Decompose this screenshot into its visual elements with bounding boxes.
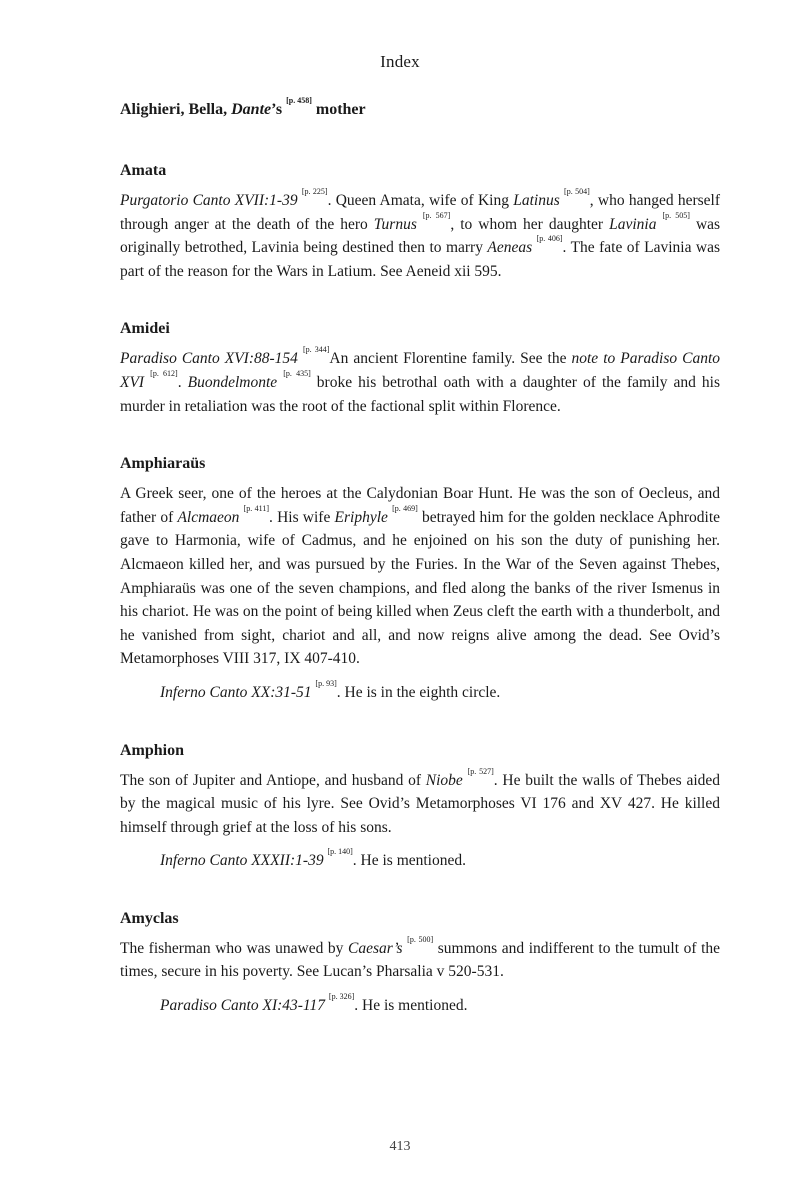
entry-title-amphion: Amphion <box>120 741 185 759</box>
page-ref[interactable]: [p. 344] <box>302 345 330 355</box>
page-ref[interactable]: [p. 458] <box>286 96 312 105</box>
link-purgatorio-xvii[interactable]: Purgatorio Canto XVII:1-39 <box>120 192 298 209</box>
page-ref[interactable]: [p. 505] <box>662 210 690 220</box>
link-note-paradiso-xvi[interactable]: note to Paradiso Canto XVI <box>120 350 720 391</box>
page-header: Index <box>380 52 420 71</box>
link-paradiso-xvi[interactable]: Paradiso Canto XVI:88-154 <box>120 350 298 368</box>
entry-text-amidei <box>120 347 720 418</box>
link-caesar[interactable]: Caesar’s <box>348 939 403 957</box>
entry-title-amidei: Amidei <box>120 320 170 338</box>
page-ref[interactable]: [p. 435] <box>283 368 311 378</box>
text: summons and indifferent to the tumult of the times, secure in his poverty. See Lucan’s Pharsalia v 520-531. <box>120 939 721 981</box>
page-ref[interactable]: [p. 469] <box>392 503 418 513</box>
page-ref[interactable]: [p. 326] <box>328 992 355 1002</box>
index-content <box>120 98 720 1018</box>
page-ref[interactable]: [p. 527] <box>467 766 494 776</box>
entry-text-amphion <box>120 766 721 840</box>
entry-title-amyclas: Amyclas <box>120 909 179 927</box>
entry-citation-amphion <box>120 849 720 873</box>
entry-title-amata: Amata <box>120 162 167 179</box>
entry-text-amyclas <box>120 934 721 984</box>
link-alcmaeon[interactable]: Alcmaeon <box>177 508 240 526</box>
entry-title-amphiaraus: Amphiaraüs <box>120 455 206 473</box>
text: The fisherman who was unawed by <box>120 939 349 957</box>
text: . The fate of Lavinia was part of the reason for the Wars in Latium. See Aeneid xii 595. <box>120 239 721 280</box>
text: . He is in the eighth circle. <box>336 683 501 701</box>
text: . He is mentioned. <box>352 852 466 870</box>
title-text: mother <box>311 101 366 118</box>
link-dante[interactable]: Dante <box>231 101 272 118</box>
entry-text-amphiaraus <box>120 482 720 671</box>
link-aeneas[interactable]: Aeneas <box>487 239 533 257</box>
text: , to whom her daughter <box>450 215 610 233</box>
text: . He is mentioned. <box>354 997 468 1015</box>
text: , who hanged herself through anger at the death of the hero <box>120 192 721 233</box>
text: . His wife <box>269 508 335 526</box>
entry-text-amata <box>120 189 720 283</box>
page-number: 413 <box>389 1139 411 1154</box>
page-ref[interactable]: [p. 225] <box>301 187 328 196</box>
page-ref[interactable]: [p. 504] <box>564 187 590 196</box>
text: An ancient Florentine family. See the <box>329 350 572 368</box>
text: . <box>177 373 188 391</box>
link-lavinia[interactable]: Lavinia <box>609 215 657 233</box>
page-ref[interactable]: [p. 406] <box>536 234 563 244</box>
link-turnus[interactable]: Turnus <box>373 215 417 233</box>
page-ref[interactable]: [p. 93] <box>315 678 337 688</box>
text: betrayed him for the golden necklace Aphrodite gave to Harmonia, wife of Cadmus, and he enjoined on his son the duty of punishing her. Alcmaeon killed her, and was pursued by the Furies. In the War of the Seven against Thebes, Amphiaraüs was one of the seven champions, and fled along the banks of the river Ismenus in his chariot. He was on the point of being killed when Zeus cleft the earth with a thunderbolt, and he vanished from sight, chariot and all, and now reigns alive among the dead. See Ovid’s Metamorphoses VIII 317, IX 407-410. <box>120 508 721 668</box>
link-inferno-xxxii[interactable]: Inferno Canto XXXII:1-39 <box>160 852 324 870</box>
text: A Greek seer, one of the heroes at the Calydonian Boar Hunt. He was the son of Oecleus, and father of <box>120 485 720 526</box>
link-inferno-xx[interactable]: Inferno Canto XX:31-51 <box>160 683 312 701</box>
page-ref[interactable]: [p. 612] <box>150 368 178 378</box>
text: The son of Jupiter and Antiope, and husband of <box>120 771 426 789</box>
entry-title-alighieri <box>120 98 720 122</box>
link-paradiso-xi[interactable]: Paradiso Canto XI:43-117 <box>160 997 326 1015</box>
entry-citation-amphiaraus <box>120 678 720 705</box>
page-ref[interactable]: [p. 411] <box>243 503 269 513</box>
text: was originally betrothed, Lavinia being destined then to marry <box>120 215 721 257</box>
link-buondelmonte[interactable]: Buondelmonte <box>187 373 278 391</box>
link-niobe[interactable]: Niobe <box>425 771 463 789</box>
page-ref[interactable]: [p. 500] <box>407 934 434 944</box>
title-text: ’s <box>271 101 283 118</box>
text: . He built the walls of Thebes aided by the magical music of his lyre. See Ovid’s Metamorphoses VI 176 and XV 427. He killed himself through grief at the loss of his sons. <box>120 771 721 836</box>
link-eriphyle[interactable]: Eriphyle <box>334 508 388 526</box>
title-text: Alighieri, Bella, <box>120 101 232 118</box>
link-latinus[interactable]: Latinus <box>513 192 560 209</box>
text: . Queen Amata, wife of King <box>327 192 514 209</box>
text: broke his betrothal oath with a daughter of the family and his murder in retaliation was the root of the factional split within Florence. <box>120 373 721 415</box>
entry-citation-amyclas <box>120 994 720 1018</box>
page-ref[interactable]: [p. 567] <box>422 210 451 220</box>
page-ref[interactable]: [p. 140] <box>327 847 353 857</box>
